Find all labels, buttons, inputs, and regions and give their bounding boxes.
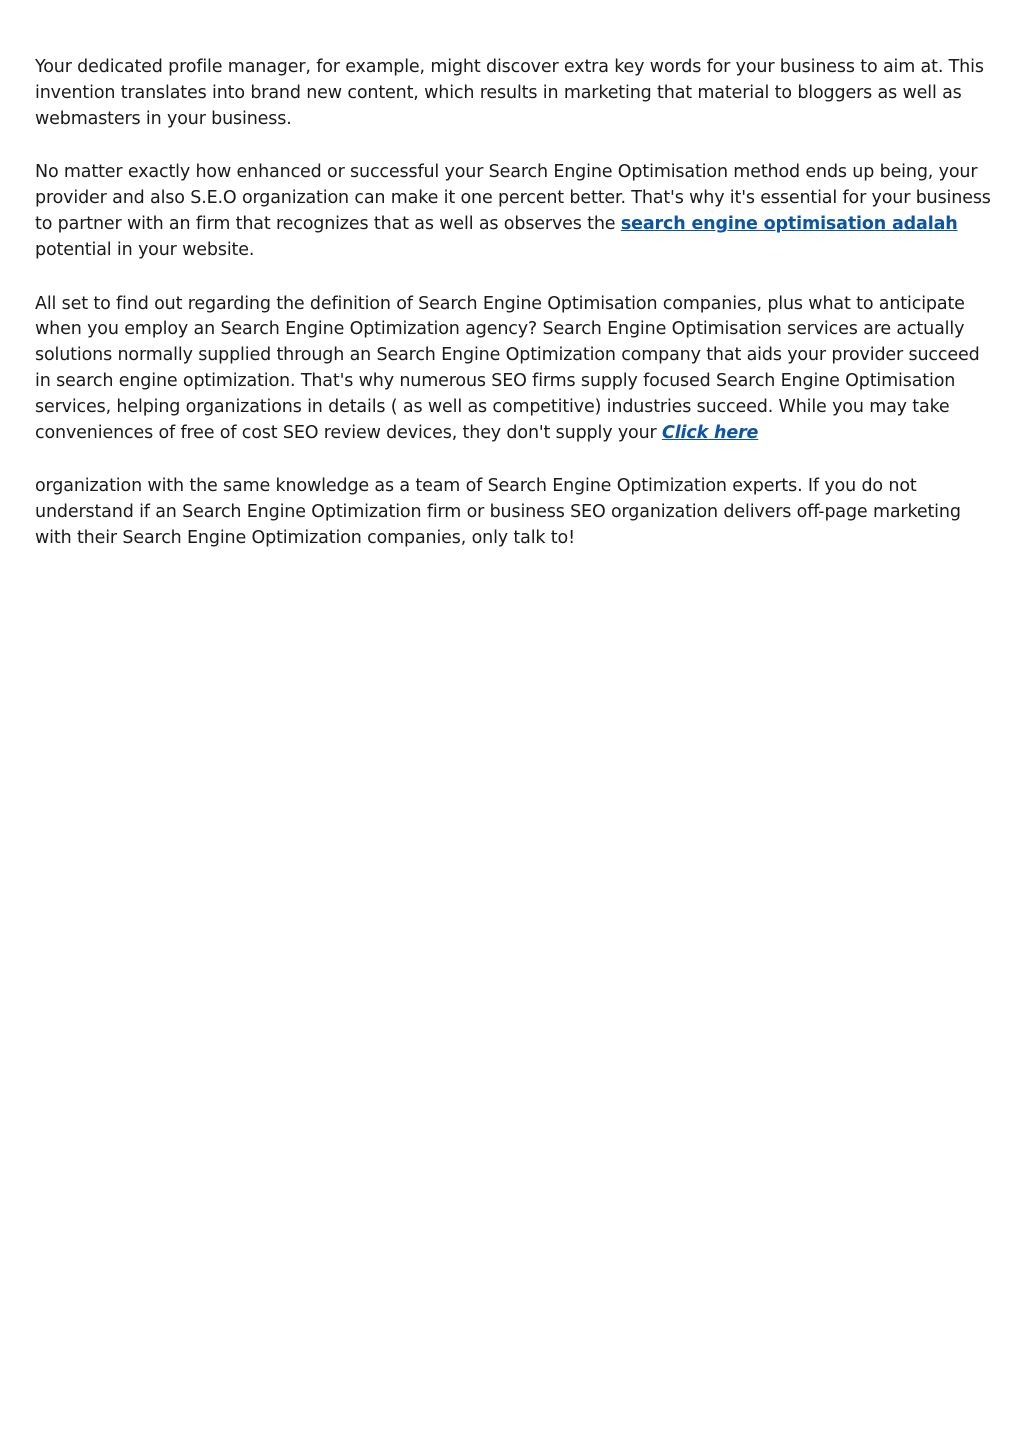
seo-adalah-link[interactable]: search engine optimisation adalah [620,213,958,234]
paragraph-text: Your dedicated profile manager, for example, might discover extra key words for your business to aim at. This invention translates into brand new content, which results in marketing that material to bloggers as well as webmasters in your business. [35,57,984,129]
paragraph-text-after-link: potential in your website. [35,239,255,260]
click-here-link[interactable]: Click here [662,422,759,443]
paragraph-text-before-link: All set to find out regarding the definition of Search Engine Optimisation companies, plus what to anticipate when you employ an Search Engine Optimization agency? Search Engine Optimisation services are actually solutions normally supplied through an Search Engine Optimization company that aids your provider succeed in search engine optimization. That's why numerous SEO firms supply focused Search Engine Optimisation services, helping organizations in details ( as well as competitive) industries succeed. While you may take conveniences of free of cost SEO review devices, they don't supply your [35,293,980,443]
paragraph-text: organization with the same knowledge as a team of Search Engine Optimization experts. If you do not understand if an Search Engine Optimization firm or business SEO organization delivers off-page marketing with their Search Engine Optimization companies, only talk to! [35,476,961,548]
paragraph-seo-companies [35,292,995,447]
paragraph-seo-method [35,160,995,263]
paragraph-profile-manager [35,55,995,132]
paragraph-text-before-link: No matter exactly how enhanced or successful your Search Engine Optimisation method ends up being, your provider and also S.E.O organization can make it one percent better. That's why it's essential for your business to partner with an firm that recognizes that as well as observes the [35,162,991,234]
document-body [35,55,995,580]
paragraph-organization-knowledge [35,474,995,551]
